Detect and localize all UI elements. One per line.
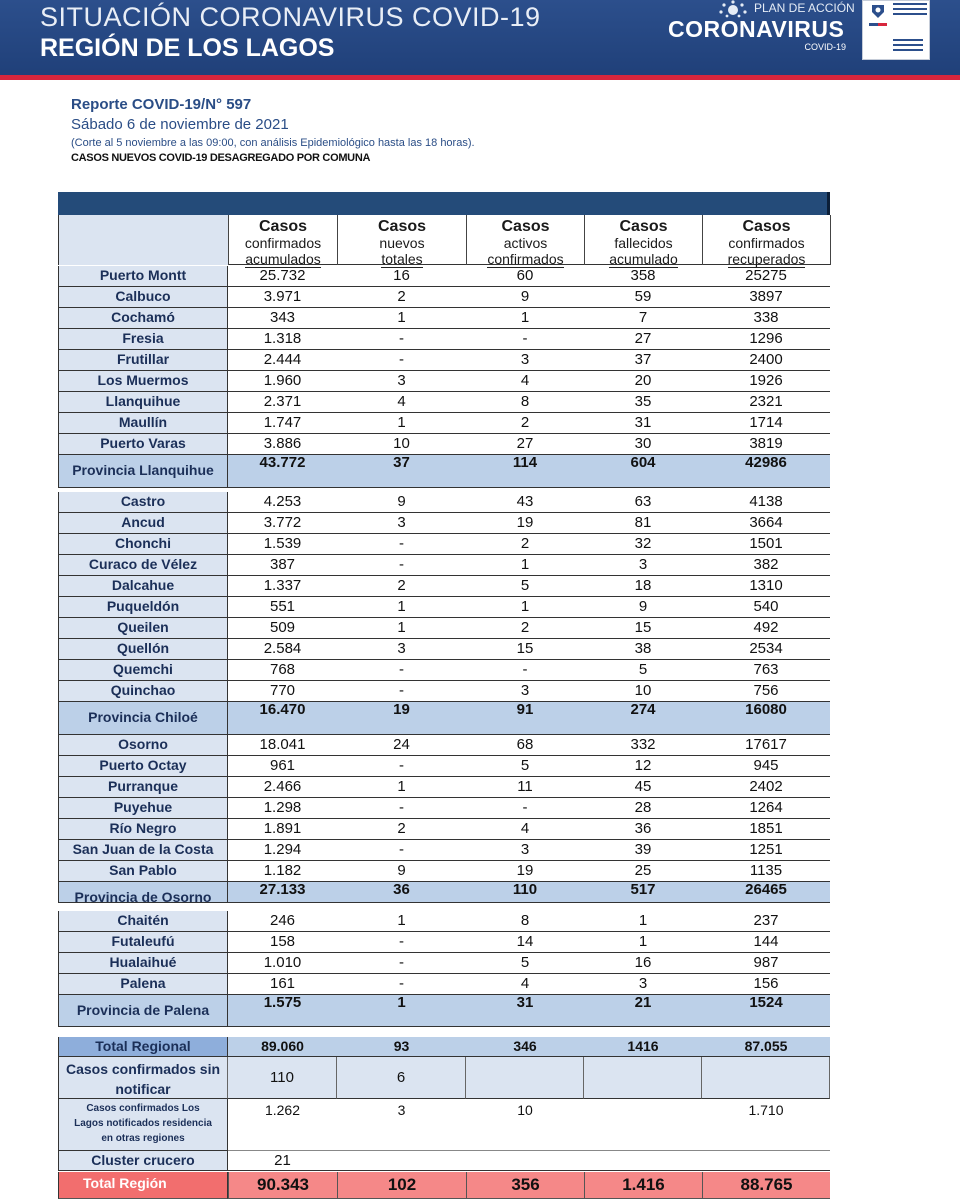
cell-value: 4 [466, 819, 584, 840]
cell-value: 4.253 [228, 492, 337, 513]
cell-value: 1.262 [228, 1099, 337, 1151]
cell-value: 27 [466, 434, 584, 455]
cell-value: 1 [337, 777, 466, 798]
cell-value: 1.710 [702, 1099, 830, 1151]
province-subtotal-row [58, 995, 830, 1027]
cell-value: 8 [466, 911, 584, 932]
commune-name: Llanquihue [58, 392, 228, 413]
cell-value: 346 [466, 1037, 584, 1057]
cell-value: 356 [466, 1172, 584, 1199]
cell-value: 763 [702, 660, 830, 681]
cell-value: 2.466 [228, 777, 337, 798]
cell-value: 4 [466, 371, 584, 392]
header-deceased: Casos fallecidos acumulado [585, 215, 703, 265]
table-row [58, 413, 830, 434]
cell-value: 16 [584, 953, 702, 974]
cell-value: 18.041 [228, 735, 337, 756]
cell-value: 1.298 [228, 798, 337, 819]
cell-value: 768 [228, 660, 337, 681]
cell-value: 1135 [702, 861, 830, 882]
commune-name: Queilen [58, 618, 228, 639]
cell-value: 21 [228, 1151, 337, 1171]
cell-value: 3 [466, 350, 584, 371]
commune-name: San Juan de la Costa [58, 840, 228, 861]
sin-notificar-row [58, 1057, 830, 1099]
cell-value: 1 [584, 932, 702, 953]
cell-value: 1 [337, 911, 466, 932]
table-row [58, 371, 830, 392]
cell-value: 90.343 [228, 1172, 337, 1199]
cell-value: 91 [466, 702, 584, 735]
cell-value: 11 [466, 777, 584, 798]
cell-value: 1.182 [228, 861, 337, 882]
cell-value: 1 [466, 597, 584, 618]
commune-name: Fresia [58, 329, 228, 350]
cell-value [584, 1057, 702, 1099]
cell-value: - [337, 534, 466, 555]
cell-value: - [337, 953, 466, 974]
cell-value: 161 [228, 974, 337, 995]
cell-value: 89.060 [228, 1037, 337, 1057]
cell-value: 27 [584, 329, 702, 350]
cell-value: 382 [702, 555, 830, 576]
cell-value: 1.891 [228, 819, 337, 840]
row-label: Total Región [58, 1172, 228, 1199]
cell-value: 3 [466, 840, 584, 861]
cell-value: 10 [584, 681, 702, 702]
commune-name: San Pablo [58, 861, 228, 882]
cell-value: 37 [584, 350, 702, 371]
table-row [58, 350, 830, 371]
red-stripe [0, 75, 960, 80]
cell-value: 4138 [702, 492, 830, 513]
commune-name: Maullín [58, 413, 228, 434]
report-title: Reporte COVID-19/N° 597 [71, 96, 252, 113]
cell-value: 110 [466, 882, 584, 903]
table-row [58, 974, 830, 995]
table-row [58, 618, 830, 639]
table-row [58, 597, 830, 618]
table-row [58, 639, 830, 660]
cell-value: 5 [584, 660, 702, 681]
cell-value: - [466, 660, 584, 681]
cell-value: 3.971 [228, 287, 337, 308]
cell-value: 756 [702, 681, 830, 702]
cell-value: - [337, 798, 466, 819]
cell-value: 1296 [702, 329, 830, 350]
cell-value: 15 [584, 618, 702, 639]
cell-value: 1.416 [584, 1172, 702, 1199]
lagos-otras-row [58, 1099, 830, 1151]
cell-value: 1.010 [228, 953, 337, 974]
cell-value: - [337, 840, 466, 861]
commune-name: Cochamó [58, 308, 228, 329]
cell-value: 2 [337, 819, 466, 840]
cell-value: 3819 [702, 434, 830, 455]
cell-value: 1 [466, 308, 584, 329]
cell-value: - [337, 660, 466, 681]
cell-value: 10 [466, 1099, 584, 1151]
commune-name: Quinchao [58, 681, 228, 702]
table-row [58, 798, 830, 819]
table-row [58, 911, 830, 932]
cell-value [584, 1099, 702, 1151]
commune-name: Provincia de Palena [58, 995, 228, 1027]
cell-value: 1 [466, 555, 584, 576]
cell-value: 37 [337, 455, 466, 488]
cell-value: 4 [466, 974, 584, 995]
cell-value: 1524 [702, 995, 830, 1027]
cell-value: 1714 [702, 413, 830, 434]
table-row [58, 329, 830, 350]
commune-name: Osorno [58, 735, 228, 756]
cell-value: 114 [466, 455, 584, 488]
cell-value [337, 1151, 466, 1171]
table-row [58, 840, 830, 861]
commune-name: Puerto Varas [58, 434, 228, 455]
cell-value: 158 [228, 932, 337, 953]
cell-value: 9 [584, 597, 702, 618]
table-row [58, 266, 830, 287]
cell-value: 332 [584, 735, 702, 756]
cell-value: 19 [466, 861, 584, 882]
plan-label: PLAN DE ACCIÓN [754, 1, 855, 15]
cell-value: 5 [466, 576, 584, 597]
cell-value: 15 [466, 639, 584, 660]
cell-value: 156 [702, 974, 830, 995]
cell-value: 540 [702, 597, 830, 618]
cell-value [466, 1057, 584, 1099]
cell-value: 25.732 [228, 266, 337, 287]
cell-value: 19 [337, 702, 466, 735]
cell-value: 3 [466, 681, 584, 702]
cell-value: 1851 [702, 819, 830, 840]
header-banner [0, 0, 960, 80]
report-date: Sábado 6 de noviembre de 2021 [71, 116, 289, 133]
table-row [58, 953, 830, 974]
cell-value: 8 [466, 392, 584, 413]
header-new-total: Casos nuevos totales [338, 215, 467, 265]
table-top-bar [58, 192, 830, 215]
header-confirmed-cumulative: Casos confirmados acumulados [229, 215, 338, 265]
cell-value: 961 [228, 756, 337, 777]
cell-value: 2.371 [228, 392, 337, 413]
commune-name: Futaleufú [58, 932, 228, 953]
cell-value: 2 [337, 576, 466, 597]
table-row [58, 392, 830, 413]
cell-value: 1 [337, 597, 466, 618]
cell-value: 35 [584, 392, 702, 413]
cell-value: 492 [702, 618, 830, 639]
cell-value: 14 [466, 932, 584, 953]
cell-value: 2 [337, 287, 466, 308]
cell-value: 2 [466, 413, 584, 434]
commune-name: Dalcahue [58, 576, 228, 597]
banner-title: SITUACIÓN CORONAVIRUS COVID-19 [40, 2, 541, 32]
commune-name: Provincia Llanquihue [58, 455, 228, 488]
cell-value: 1 [337, 618, 466, 639]
cell-value: 1.337 [228, 576, 337, 597]
table-row [58, 756, 830, 777]
table-row [58, 777, 830, 798]
cell-value: - [337, 555, 466, 576]
commune-name: Quellón [58, 639, 228, 660]
cell-value: 102 [337, 1172, 466, 1199]
cell-value: 2.444 [228, 350, 337, 371]
cell-value: 945 [702, 756, 830, 777]
province-subtotal-row [58, 702, 830, 735]
cell-value: 9 [466, 287, 584, 308]
cell-value: 59 [584, 287, 702, 308]
commune-name: Puyehue [58, 798, 228, 819]
flag-stripe [869, 23, 887, 26]
header-recovered: Casos confirmados recuperados [703, 215, 831, 265]
cell-value: 1 [337, 995, 466, 1027]
cell-value: 7 [584, 308, 702, 329]
cell-value: 5 [466, 953, 584, 974]
table-row [58, 819, 830, 840]
cell-value: 43 [466, 492, 584, 513]
table-row [58, 735, 830, 756]
banner-region: REGIÓN DE LOS LAGOS [40, 34, 335, 62]
cell-value: 1926 [702, 371, 830, 392]
cell-value: 1.294 [228, 840, 337, 861]
row-label: Cluster crucero [58, 1151, 228, 1171]
cell-value: 25 [584, 861, 702, 882]
cell-value: 87.055 [702, 1037, 830, 1057]
cell-value: 9 [337, 861, 466, 882]
cell-value [702, 1151, 830, 1171]
coat-of-arms-icon [869, 3, 887, 19]
brand-sub: COVID-19 [804, 42, 846, 52]
cell-value: 3 [584, 974, 702, 995]
cell-value: 1 [584, 911, 702, 932]
report-subtitle: CASOS NUEVOS COVID-19 DESAGREGADO POR COMUNA [71, 152, 371, 164]
cell-value: 770 [228, 681, 337, 702]
cell-value: 27.133 [228, 882, 337, 903]
cell-value: 18 [584, 576, 702, 597]
coronavirus-brand [668, 0, 855, 60]
cell-value: - [337, 932, 466, 953]
commune-name: Puerto Montt [58, 266, 228, 287]
cell-value: 387 [228, 555, 337, 576]
header-blank-cell [59, 215, 229, 265]
cell-value: 12 [584, 756, 702, 777]
cell-value: 93 [337, 1037, 466, 1057]
cell-value: 2400 [702, 350, 830, 371]
cell-value: 1416 [584, 1037, 702, 1057]
table-row [58, 434, 830, 455]
cell-value: - [337, 756, 466, 777]
table-row [58, 513, 830, 534]
table-row [58, 660, 830, 681]
cell-value: - [337, 350, 466, 371]
commune-name: Río Negro [58, 819, 228, 840]
ministry-text-lines [893, 39, 923, 54]
cell-value: 31 [584, 413, 702, 434]
cell-value: 1.539 [228, 534, 337, 555]
cell-value: 1310 [702, 576, 830, 597]
cell-value: - [337, 974, 466, 995]
row-label: Casos confirmados Los Lagos notificados residencia en otras regiones [58, 1099, 228, 1151]
cell-value: 2321 [702, 392, 830, 413]
cell-value: 1501 [702, 534, 830, 555]
cell-value: 43.772 [228, 455, 337, 488]
cell-value: 2534 [702, 639, 830, 660]
cell-value: 63 [584, 492, 702, 513]
table-row [58, 576, 830, 597]
cell-value: 509 [228, 618, 337, 639]
cell-value: 42986 [702, 455, 830, 488]
cell-value: 68 [466, 735, 584, 756]
cell-value: 1.960 [228, 371, 337, 392]
cluster-row [58, 1151, 830, 1171]
cell-value: 3 [337, 639, 466, 660]
brand-name: CORONAVIRUS [668, 16, 845, 42]
table-row [58, 555, 830, 576]
cell-value: 1.747 [228, 413, 337, 434]
cell-value: 358 [584, 266, 702, 287]
cell-value: 604 [584, 455, 702, 488]
cell-value: 3.886 [228, 434, 337, 455]
cell-value: 3.772 [228, 513, 337, 534]
report-cutoff: (Corte al 5 noviembre a las 09:00, con análisis Epidemiológico hasta las 18 horas). [71, 137, 475, 149]
commune-name: Chaitén [58, 911, 228, 932]
cell-value: 25275 [702, 266, 830, 287]
cell-value: 16 [337, 266, 466, 287]
cell-value: 3897 [702, 287, 830, 308]
commune-name: Palena [58, 974, 228, 995]
cell-value: 45 [584, 777, 702, 798]
table-row [58, 287, 830, 308]
cell-value: 21 [584, 995, 702, 1027]
cell-value: 1264 [702, 798, 830, 819]
cell-value: 343 [228, 308, 337, 329]
cell-value: 3664 [702, 513, 830, 534]
commune-name: Calbuco [58, 287, 228, 308]
cell-value: 16.470 [228, 702, 337, 735]
cell-value: 28 [584, 798, 702, 819]
cell-value: 3 [337, 371, 466, 392]
report-info [71, 96, 771, 164]
cell-value: 39 [584, 840, 702, 861]
commune-name: Hualaihué [58, 953, 228, 974]
cell-value: 17617 [702, 735, 830, 756]
cell-value [466, 1151, 584, 1171]
cell-value: 1.575 [228, 995, 337, 1027]
cell-value: 3 [584, 555, 702, 576]
cell-value: 1 [337, 308, 466, 329]
cell-value: 1251 [702, 840, 830, 861]
total-regional-row [58, 1037, 830, 1057]
commune-name: Provincia Chiloé [58, 702, 228, 735]
cell-value: 30 [584, 434, 702, 455]
commune-name: Purranque [58, 777, 228, 798]
cell-value: 517 [584, 882, 702, 903]
cell-value [584, 1151, 702, 1171]
cell-value: 2402 [702, 777, 830, 798]
cell-value: 274 [584, 702, 702, 735]
cell-value: 3 [337, 513, 466, 534]
total-region-row [58, 1172, 830, 1199]
commune-name: Frutillar [58, 350, 228, 371]
commune-name: Puerto Octay [58, 756, 228, 777]
cell-value: 20 [584, 371, 702, 392]
cell-value: 2.584 [228, 639, 337, 660]
table-row [58, 308, 830, 329]
cell-value: 987 [702, 953, 830, 974]
cell-value: - [337, 681, 466, 702]
cell-value: - [337, 329, 466, 350]
commune-name: Ancud [58, 513, 228, 534]
commune-name: Quemchi [58, 660, 228, 681]
table-row [58, 932, 830, 953]
cell-value: 1 [337, 413, 466, 434]
table-header [58, 215, 830, 265]
table-row [58, 681, 830, 702]
province-subtotal-row [58, 882, 830, 903]
commune-name: Puqueldón [58, 597, 228, 618]
cell-value: 24 [337, 735, 466, 756]
cell-value: 16080 [702, 702, 830, 735]
table-row [58, 492, 830, 513]
commune-name: Provincia de Osorno [58, 882, 228, 903]
cell-value: 2 [466, 618, 584, 639]
government-logo [862, 0, 930, 60]
commune-name: Los Muermos [58, 371, 228, 392]
table-row [58, 534, 830, 555]
cell-value: 144 [702, 932, 830, 953]
cell-value: 88.765 [702, 1172, 830, 1199]
cell-value: - [466, 329, 584, 350]
row-label: Total Regional [58, 1037, 228, 1057]
cell-value: 19 [466, 513, 584, 534]
header-active: Casos activos confirmados [467, 215, 585, 265]
cell-value: - [466, 798, 584, 819]
cell-value: 36 [584, 819, 702, 840]
cell-value: 110 [228, 1057, 337, 1099]
cell-value: 60 [466, 266, 584, 287]
cell-value: 2 [466, 534, 584, 555]
cell-value: 26465 [702, 882, 830, 903]
cell-value: 6 [337, 1057, 466, 1099]
commune-name: Curaco de Vélez [58, 555, 228, 576]
cell-value: 36 [337, 882, 466, 903]
cell-value: 1.318 [228, 329, 337, 350]
province-subtotal-row [58, 455, 830, 488]
cell-value: 5 [466, 756, 584, 777]
cell-value: 246 [228, 911, 337, 932]
cell-value: 38 [584, 639, 702, 660]
cell-value: 81 [584, 513, 702, 534]
cell-value [702, 1057, 830, 1099]
cell-value: 9 [337, 492, 466, 513]
cell-value: 31 [466, 995, 584, 1027]
cell-value: 338 [702, 308, 830, 329]
logo-text-lines [893, 3, 927, 18]
cell-value: 32 [584, 534, 702, 555]
cell-value: 10 [337, 434, 466, 455]
cell-value: 551 [228, 597, 337, 618]
commune-name: Castro [58, 492, 228, 513]
cell-value: 3 [337, 1099, 466, 1151]
table-row [58, 861, 830, 882]
commune-name: Chonchi [58, 534, 228, 555]
row-label: Casos confirmados sin notificar [58, 1057, 228, 1099]
cell-value: 4 [337, 392, 466, 413]
cell-value: 237 [702, 911, 830, 932]
